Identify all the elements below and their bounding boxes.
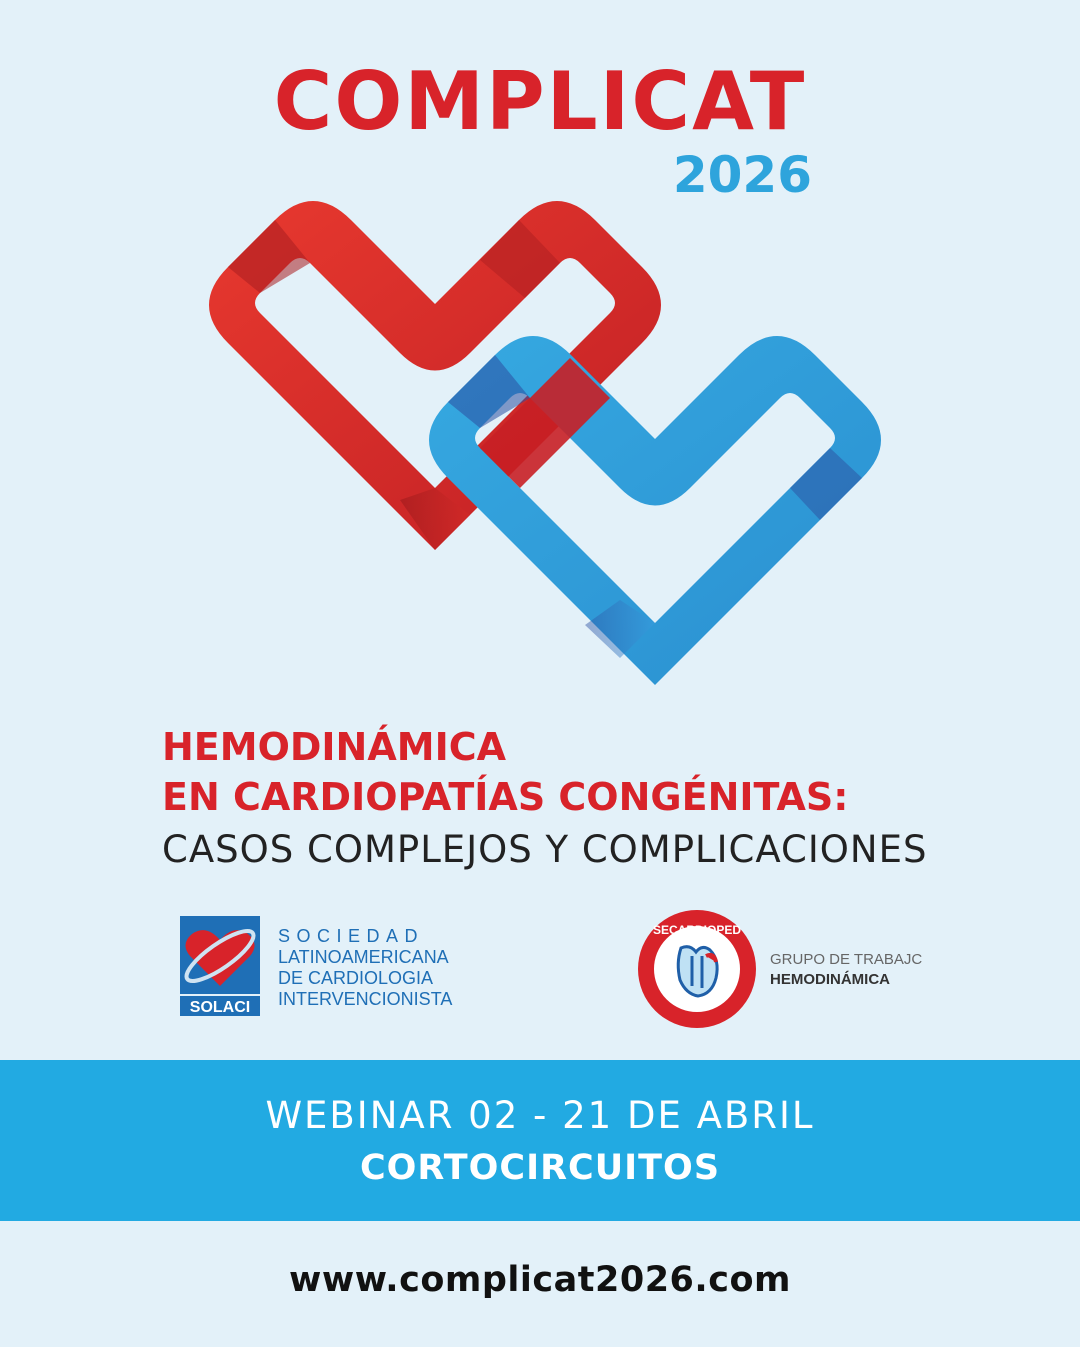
secardioped-line2: HEMODINÁMICA xyxy=(770,971,890,988)
solaci-line4: INTERVENCIONISTA xyxy=(278,989,453,1009)
solaci-badge-text: SOLACI xyxy=(189,999,251,1016)
website-link[interactable]: www.complicat2026.com xyxy=(289,1260,791,1300)
brand-title: COMPLICAT xyxy=(273,55,807,148)
blue-heart-shape xyxy=(429,336,881,685)
secardioped-line1: GRUPO DE TRABAJC xyxy=(770,951,923,968)
headline-subtitle: CASOS COMPLEJOS Y COMPLICACIONES xyxy=(162,828,928,871)
solaci-name xyxy=(278,926,452,1010)
secardioped-logo-block xyxy=(636,908,936,1032)
secardioped-seal-text: SECARDIOPED xyxy=(652,923,742,937)
headline-line1: HEMODINÁMICA xyxy=(162,725,507,769)
headline-line2: EN CARDIOPATÍAS CONGÉNITAS: xyxy=(162,775,849,819)
event-date: WEBINAR 02 - 21 DE ABRIL xyxy=(265,1094,815,1137)
event-topic: CORTOCIRCUITOS xyxy=(359,1148,721,1188)
brand-year: 2026 xyxy=(672,146,812,204)
red-heart-shape xyxy=(209,201,661,550)
secardioped-seal-icon xyxy=(636,908,758,1030)
linked-hearts-logo xyxy=(180,170,920,700)
solaci-line1: SOCIEDAD xyxy=(278,926,425,946)
solaci-heart-icon xyxy=(178,916,262,1016)
solaci-line3: DE CARDIOLOGIA xyxy=(278,968,434,988)
secardioped-name xyxy=(770,950,922,990)
headline xyxy=(162,722,848,822)
solaci-line2: LATINOAMERICANA xyxy=(278,947,449,967)
solaci-logo-block xyxy=(178,916,478,1016)
event-banner xyxy=(0,1060,1080,1221)
